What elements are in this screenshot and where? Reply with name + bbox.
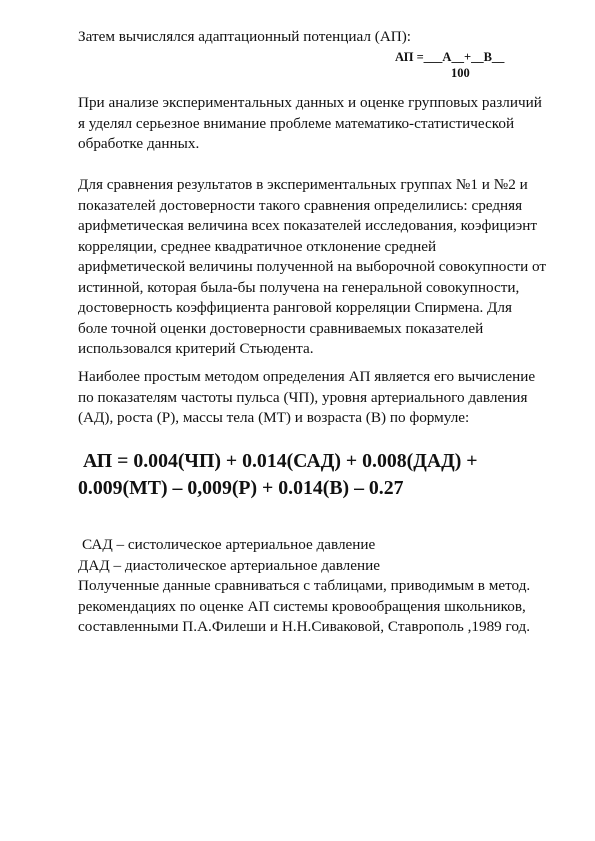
intro-text: Затем вычислялся адаптационный потенциал (АП): [78, 28, 412, 45]
paragraph-line: корреляции, среднее квадратичное отклонение средней [78, 237, 437, 255]
paragraph-line: достоверность коэффициента ранговой корреляции Спирмена. Для [78, 299, 512, 316]
adaptation-potential-main-formula [78, 448, 478, 502]
paragraph-line: При анализе экспериментальных данных и оценке групповых различий [78, 94, 542, 111]
closing-line: Полученные данные сравниваться с таблицами, приводимым в метод. [78, 577, 531, 594]
formula-numerator: АП =___А__+__В__ [395, 50, 505, 64]
intro-line [78, 27, 578, 48]
main-formula-line-2: 0.009(МТ) – 0,009(Р) + 0.014(В) – 0.27 [78, 477, 404, 499]
closing-line: составленными П.А.Филеши и Н.Н.Сиваковой, Ставрополь ,1989 год. [78, 618, 531, 635]
glossary-sad: САД – систолическое артериальное давление [82, 536, 376, 553]
paragraph-line: Для сравнения результатов в экспериментальных группах №1 и №2 и [78, 176, 528, 193]
main-formula-line-1: АП = 0.004(ЧП) + 0.014(САД) + 0.008(ДАД) + [83, 450, 478, 472]
glossary-dad: ДАД – диастолическое артериальное давление [78, 556, 380, 574]
closing-line: рекомендациях по оценке АП системы кровообращения школьников, [78, 597, 526, 615]
paragraph-line: арифметическая величина всех показателей исследования, коэфициэнт [78, 217, 537, 234]
paragraph-analysis [78, 93, 578, 155]
paragraph-line: использовался критерий Стьюдента. [78, 340, 314, 357]
paragraph-line: арифметической величины полученной на выборочной совокупности от [78, 258, 547, 275]
paragraph-line: обработке данных. [78, 135, 200, 152]
adaptation-potential-simple-formula [395, 49, 504, 81]
paragraph-line: боле точной оценки достоверности сравниваемых показателей [78, 319, 484, 337]
paragraph-line: Наиболее простым методом определения АП является его вычисление [78, 368, 536, 385]
paragraph-line: по показателям частоты пульса (ЧП), уровня артериального давления [78, 388, 528, 406]
glossary-and-closing [78, 535, 578, 638]
paragraph-statistical-methods [78, 175, 578, 360]
paragraph-ap-method [78, 367, 578, 429]
paragraph-line: показателей достоверности такого сравнения определились: средняя [78, 196, 523, 214]
paragraph-line: истинной, которая была-бы получена на генеральной совокупности, [78, 278, 520, 296]
paragraph-line: я уделял серьезное внимание проблеме математико-статистической [78, 114, 515, 132]
formula-denominator: 100 [451, 66, 470, 80]
paragraph-line: (АД), роста (Р), массы тела (МТ) и возраста (В) по формуле: [78, 409, 470, 426]
